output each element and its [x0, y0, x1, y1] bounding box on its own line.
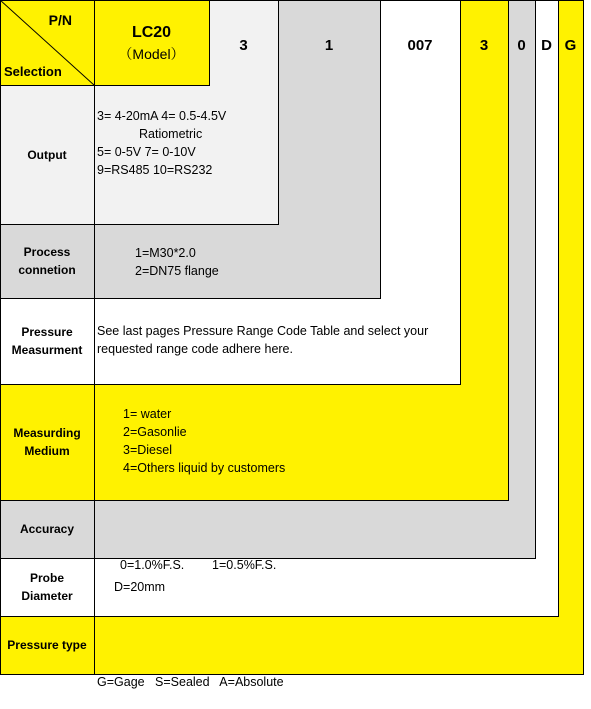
desc-line: 1= water: [123, 407, 172, 421]
row-label-medium: Measurding Medium: [13, 426, 81, 458]
code-type: G: [564, 36, 577, 54]
code-output: 3: [239, 36, 248, 54]
row-desc-type: [97, 637, 547, 709]
row-desc-process: [135, 244, 375, 280]
pn-label: P/N: [48, 12, 72, 28]
model-code: LC20: [131, 23, 172, 41]
code-diameter: D: [541, 36, 552, 54]
desc-line: 9=RS485 10=RS232: [97, 163, 213, 177]
desc-line: 1=M30*2.0: [135, 246, 196, 260]
pn-selection-cell: [0, 0, 94, 85]
desc-line: See last pages Pressure Range Code Table and select your: [97, 324, 429, 338]
code-accuracy: 0: [517, 36, 526, 54]
code-pressure: 007: [407, 36, 433, 54]
desc-line: 5= 0-5V 7= 0-10V: [97, 145, 196, 159]
desc-line: 2=DN75 flange: [135, 264, 219, 278]
row-label-type: Pressure type: [7, 638, 87, 652]
row-label-process: Process connetion: [18, 245, 76, 277]
line: [94, 0, 95, 674]
row-desc-probe: [114, 578, 514, 596]
desc-line: Ratiometric: [139, 127, 203, 141]
desc-line: G=Gage S=Sealed A=Absolute: [97, 675, 284, 689]
row-label-output: Output: [27, 147, 67, 162]
line: [558, 0, 559, 617]
desc-line: 3=Diesel: [123, 443, 172, 457]
desc-line: D=20mm: [114, 580, 166, 594]
code-process: 1: [324, 36, 334, 54]
row-desc-output: [97, 107, 277, 179]
row-label-probe: Probe Diameter: [21, 571, 73, 603]
row-desc-medium: [123, 405, 453, 477]
line: [508, 0, 509, 501]
desc-line: 2=Gasonlie: [123, 425, 187, 439]
selection-label: Selection: [4, 64, 62, 79]
code-medium: 3: [479, 36, 489, 54]
model-label: （Model）: [118, 45, 185, 62]
row-label-pressure: Pressure Measurment: [11, 325, 83, 357]
desc-line: 4=Others liquid by customers: [123, 461, 286, 475]
desc-line: requested range code adhere here.: [97, 342, 293, 356]
line: [583, 0, 584, 675]
row-desc-pressure: [97, 322, 457, 358]
desc-line: 0=1.0%F.S. 1=0.5%F.S.: [120, 558, 277, 572]
row-label-accuracy: Accuracy: [19, 522, 75, 536]
model-cell: [94, 0, 209, 85]
line: [535, 0, 536, 559]
desc-line: 3= 4-20mA 4= 0.5-4.5V: [97, 109, 227, 123]
